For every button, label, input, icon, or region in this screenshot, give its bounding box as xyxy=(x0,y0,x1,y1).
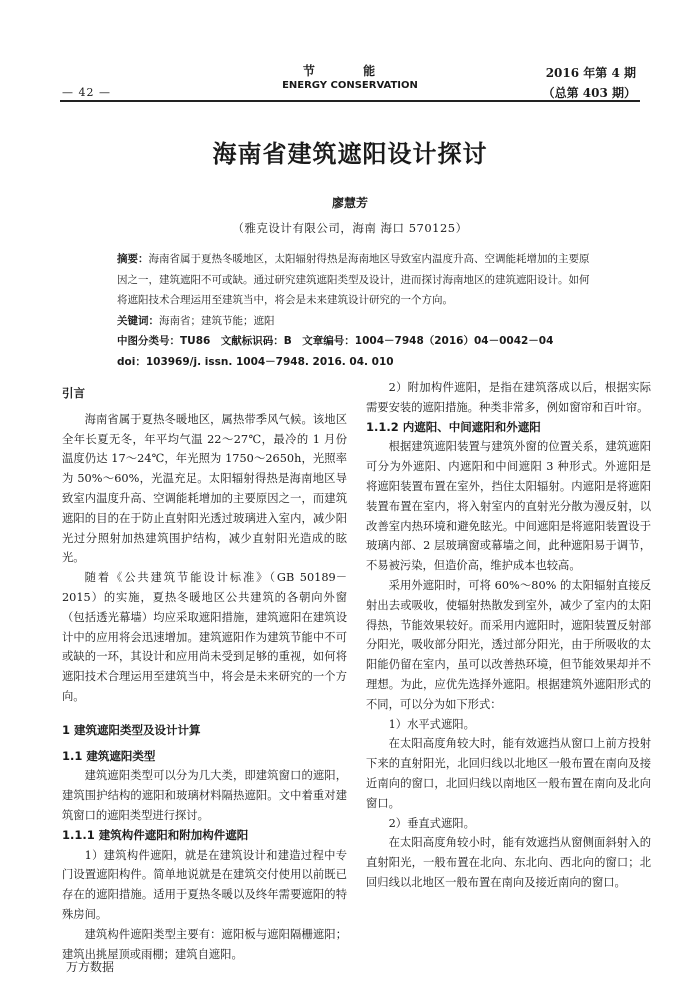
author-affiliation: （雅克设计有限公司，海南 海口 570125） xyxy=(232,221,468,235)
journal-name-cn: 节 能 xyxy=(302,64,398,78)
right-column xyxy=(366,378,651,893)
section-1-1-1-heading: 1.1.1 建筑构件遮阳和附加构件遮阳 xyxy=(62,827,249,842)
section-1-1-1-paragraph-2: 建筑构件遮阳类型主要有：遮阳板与遮阳隔栅遮阳；建筑出挑屋顶或雨棚；建筑自遮阳。 xyxy=(62,927,347,961)
header-rule xyxy=(60,100,640,102)
classification-line: 中图分类号：TU86 文献标识码：B 文章编号：1004－7948（2016）04－0042－04 xyxy=(117,335,554,347)
keywords-text: 海南省；建筑节能；遮阳 xyxy=(159,314,275,327)
intro-heading: 引言 xyxy=(62,386,85,400)
article-author: 廖慧芳 xyxy=(331,196,368,210)
intro-paragraph-1: 海南省属于夏热冬暖地区，属热带季风气候。该地区全年长夏无冬，年平均气温 22～27℃，最冷的 1 月份温度仍达 17～24℃，年光照为 1750～2650h，光照率为 50%～60%，光温充足。太阳辐射得热是海南地区导致室内温度升高、空调能耗增加的主要原因之一，而建筑遮阳的目的在于防止直射阳光透过玻璃进入室内，减少阳光过分照射加热建筑围护结构，减少直射阳光造成的眩光。 xyxy=(62,412,347,565)
total-issue-label: （总第 403 期） xyxy=(542,86,636,100)
doi-line: doi：103969/j. issn. 1004－7948. 2016. 04. 010 xyxy=(117,355,394,368)
abstract-paragraph xyxy=(117,249,592,311)
list-item-1-paragraph: 在太阳高度角较大时，能有效遮挡从窗口上前方投射下来的直射阳光，北回归线以北地区一般布置在南向及接近南向的窗口，北回归线以南地区一般布置在南向及北向窗口。 xyxy=(366,737,651,810)
list-item-2-paragraph: 在太阳高度角较小时，能有效遮挡从窗侧面斜射入的直射阳光，一般布置在北向、东北向、西北向的窗口；北回归线以北地区一般布置在南向及接近南向的窗口。 xyxy=(366,836,651,889)
issue-label: 2016 年第 4 期 xyxy=(545,66,636,80)
section-1-heading: 1 建筑遮阳类型及设计计算 xyxy=(62,722,201,737)
abstract-text: 海南省属于夏热冬暖地区，太阳辐射得热是海南地区导致室内温度升高、空调能耗增加的主要原因之一，建筑遮阳不可或缺。通过研究建筑遮阳类型及设计，进而探讨海南地区的建筑遮阳设计。如何将遮阳技术合理运用至建筑当中，将会是未来建筑设计研究的一个方向。 xyxy=(117,253,590,306)
article-title: 海南省建筑遮阳设计探讨 xyxy=(212,140,488,168)
abstract-label: 摘要： xyxy=(117,253,149,265)
section-1-1-paragraph: 建筑遮阳类型可以分为几大类，即建筑窗口的遮阳，建筑围护结构的遮阳和玻璃材料隔热遮阳。文中着重对建筑窗口的遮阳类型进行探讨。 xyxy=(62,769,347,822)
section-1-1-1-paragraph-1: 1）建筑构件遮阳，就是在建筑设计和建造过程中专门设置遮阳构件。简单地说就是在建筑交付使用以前既已存在的遮阳措施。适用于夏热冬暖以及终年需要遮阳的特殊房间。 xyxy=(62,848,347,921)
page-number: — 42 — xyxy=(62,86,111,99)
list-item-2-title: 2）垂直式遮阳。 xyxy=(388,816,475,830)
source-watermark: 万方数据 xyxy=(66,960,115,974)
keywords-label: 关键词： xyxy=(117,314,159,327)
keywords-line xyxy=(117,311,592,332)
list-item-1-title: 1）水平式遮阳。 xyxy=(388,717,475,731)
journal-name-en: ENERGY CONSERVATION xyxy=(282,80,418,91)
section-1-1-2-paragraph-1: 根据建筑遮阳装置与建筑外窗的位置关系，建筑遮阳可分为外遮阳、内遮阳和中间遮阳 3 种形式。外遮阳是将遮阳装置布置在室外，挡住太阳辐射。内遮阳是将遮阳装置布置在室内，将入射室内的直射光分散为漫反射，以改善室内热环境和避免眩光。中间遮阳是将遮阳装置设于玻璃内部、2 层玻璃窗或幕墙之间，此种遮阳易于调节，不易被污染，但造价高，维护成本也较高。 xyxy=(366,440,651,573)
attached-shading-paragraph: 2）附加构件遮阳，是指在建筑落成以后，根据实际需要安装的遮阳措施。种类非常多，例如窗帘和百叶帘。 xyxy=(366,381,651,414)
section-1-1-2-heading: 1.1.2 内遮阳、中间遮阳和外遮阳 xyxy=(366,419,541,434)
left-column xyxy=(62,384,347,964)
section-1-1-heading: 1.1 建筑遮阳类型 xyxy=(62,748,156,763)
abstract-block xyxy=(117,249,592,372)
section-1-1-2-paragraph-2: 采用外遮阳时，可将 60%～80% 的太阳辐射直接反射出去或吸收，使辐射热散发到室外，减少了室内的太阳得热，节能效果较好。而采用内遮阳时，遮阳装置反射部分阳光，吸收部分阳光，透过部分阳光，由于所吸收的太阳能仍留在室内，虽可以改善热环境，但节能效果却并不理想。为此，应优先选择外遮阳。根据建筑外遮阳形式的不同，可以分为如下形式： xyxy=(366,578,651,711)
intro-paragraph-2: 随着《公共建筑节能设计标准》（GB 50189－2015）的实施，夏热冬暖地区公共建筑的各朝向外窗（包括透光幕墙）均应采取遮阳措施，建筑遮阳在建筑设计中的应用将会迅速增加。建筑遮阳作为建筑节能中不可或缺的一环，其设计和应用尚未受到足够的重视，如何将遮阳技术合理运用至建筑当中，将会是未来研究的一个方向。 xyxy=(62,571,347,703)
